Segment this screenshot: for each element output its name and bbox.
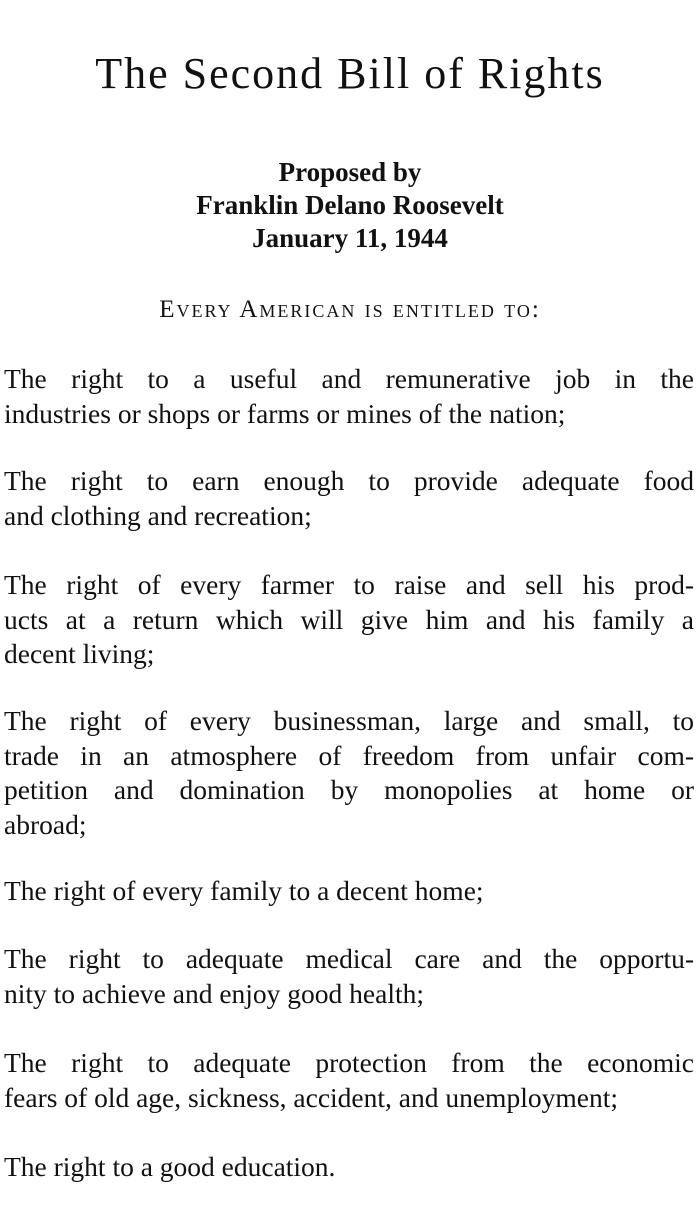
right-item <box>4 464 694 533</box>
right-item-line: The right to adequate medical care and the opportu- <box>4 943 694 974</box>
right-item <box>4 704 694 842</box>
right-item-line: industries or shops or farms or mines of the nation; <box>4 397 566 429</box>
right-item <box>4 1150 694 1185</box>
byline-author: Franklin Delano Roosevelt <box>196 190 504 220</box>
right-item <box>4 568 694 672</box>
right-item-line: trade in an atmosphere of freedom from unfair com- <box>4 739 694 771</box>
byline <box>0 156 700 255</box>
document-title: The Second Bill of Rights <box>95 49 605 98</box>
right-item-line: The right to earn enough to provide adequate food <box>4 465 694 496</box>
right-item-line: decent living; <box>4 638 155 669</box>
right-item-line: The right of every farmer to raise and sell his prod- <box>4 569 694 600</box>
right-item-line: petition and domination by monopolies at home or <box>4 774 694 805</box>
right-item-line: abroad; <box>4 808 87 840</box>
right-item-line: and clothing and recreation; <box>4 499 312 531</box>
right-item-line: ucts at a return which will give him and his family a <box>4 603 694 635</box>
right-item-line: The right to a good education. <box>4 1151 336 1182</box>
right-item-line: The right of every businessman, large and small, to <box>4 705 694 736</box>
byline-date: January 11, 1944 <box>252 223 448 253</box>
right-item <box>4 362 694 431</box>
right-item-line: nity to achieve and enjoy good health; <box>4 977 425 1009</box>
right-item <box>4 942 694 1011</box>
byline-proposed: Proposed by <box>278 157 422 187</box>
entitled-heading: Every American is entitled to: <box>159 296 541 323</box>
right-item-line: The right to adequate protection from the economic <box>4 1047 694 1078</box>
right-item <box>4 874 694 909</box>
right-item-line: The right of every family to a decent home; <box>4 875 484 906</box>
right-item-line: The right to a useful and remunerative job in the <box>4 363 694 394</box>
right-item-line: fears of old age, sickness, accident, and unemployment; <box>4 1081 618 1113</box>
right-item <box>4 1046 694 1115</box>
